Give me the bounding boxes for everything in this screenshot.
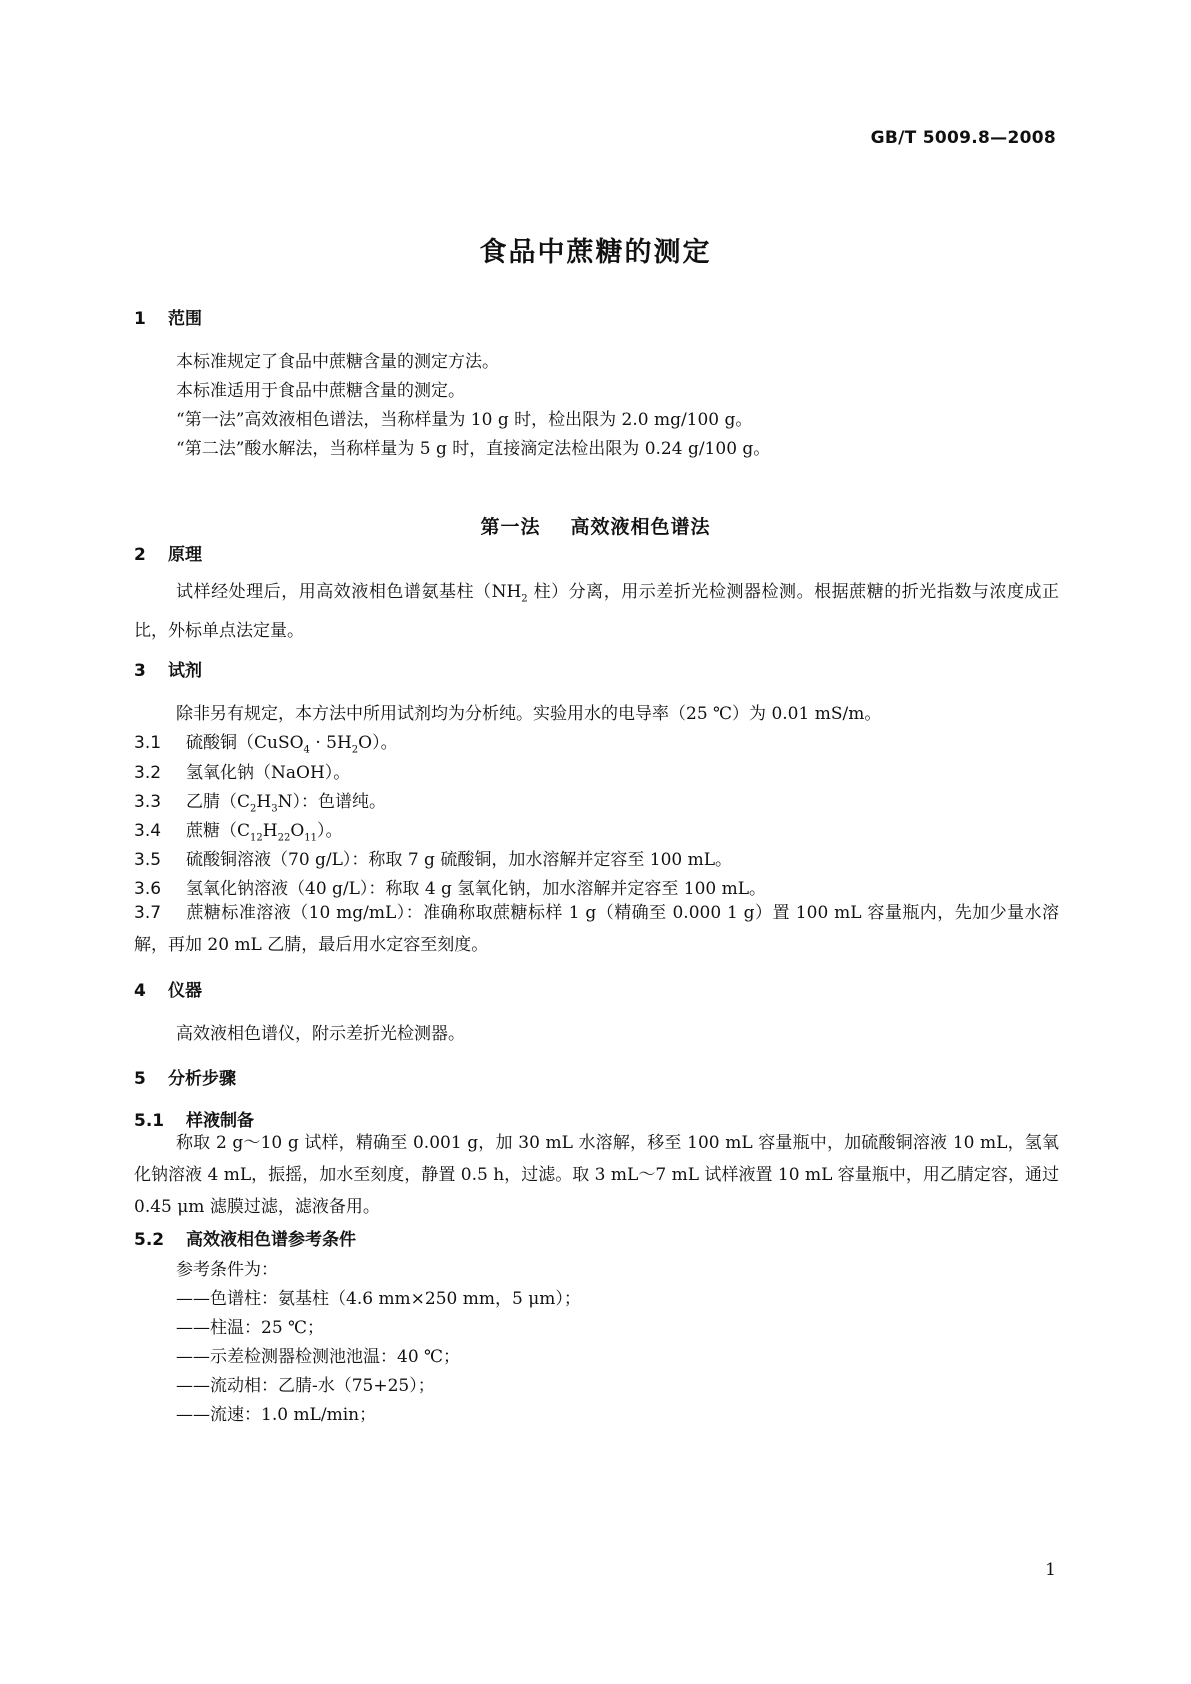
section-5-1-heading: 5.1 样液制备 [134, 1111, 254, 1131]
condition-item: ——色谱柱：氨基柱（4.6 mm×250 mm，5 μm）； [176, 1289, 581, 1309]
section-1-heading: 1 范围 [134, 309, 202, 329]
section-4-heading: 4 仪器 [134, 981, 202, 1001]
section-5-2-heading: 5.2 高效液相色谱参考条件 [134, 1230, 356, 1250]
principle-paragraph: 试样经处理后，用高效液相色谱氨基柱（$NH_2$ 柱）分离，用示差折光检测器检测。根据蔗糖的折光指数与浓度成正比，外标单点法定量。 [134, 582, 1060, 642]
conditions-intro: 参考条件为： [176, 1260, 278, 1280]
reagents-intro: 除非另有规定，本方法中所用试剂均为分析纯。实验用水的电导率（25 ℃）为 0.01 mS/m。 [176, 704, 882, 724]
reagent-item: 3.1 硫酸铜（CuSO$_4$ · $5H_2O$）。 [134, 733, 398, 756]
reagent-item: 3.6 氢氧化钠溶液（40 g/L）：称取 4 g 氢氧化钠，加水溶解并定容至 100 mL。 [134, 879, 767, 899]
reagent-item: 3.7 蔗糖标准溶液（10 mg/mL）：准确称取蔗糖标样 1 g（精确至 0.000 1 g）置 100 mL 容量瓶内，先加少量水溶解，再加 20 mL 乙腈，最后用水定容至刻度。 [134, 903, 1059, 955]
condition-item: ——示差检测器检测池池温：40 ℃； [176, 1347, 461, 1367]
section-2-heading: 2 原理 [134, 545, 202, 565]
reagent-item: 3.5 硫酸铜溶液（70 g/L）：称取 7 g 硫酸铜，加水溶解并定容至 100 mL。 [134, 850, 733, 870]
scope-paragraph: 本标准适用于食品中蔗糖含量的测定。 [176, 381, 465, 401]
document-title: 食品中蔗糖的测定 [479, 237, 712, 268]
condition-item: ——流速：1.0 mL/min； [176, 1405, 377, 1425]
standard-number: GB/T 5009.8—2008 [870, 128, 1056, 148]
scope-paragraph: “第一法”高效液相色谱法，当称样量为 10 g 时，检出限为 2.0 mg/100 g。 [176, 410, 753, 430]
reagent-item: 3.3 乙腈$(C_2H_3N)$：色谱纯。 [134, 792, 386, 815]
condition-item: ——柱温：25 ℃； [176, 1318, 325, 1338]
section-5-heading: 5 分析步骤 [134, 1069, 236, 1089]
reagent-item: 3.4 蔗糖$(C_{12}H_{22}O_{11})$。 [134, 821, 343, 844]
sample-prep-paragraph: 称取 2 g～10 g 试样，精确至 0.001 g，加 30 mL 水溶解，移至 100 mL 容量瓶中，加硫酸铜溶液 10 mL，氢氧化钠溶液 4 mL，振摇，加水至刻度，静置 0.5 h，过滤。取 3 mL～7 mL 试样液置 10 mL 容量瓶中，用乙腈定容，通过 0.45 μm 滤膜过滤，滤液备用。 [134, 1133, 1059, 1217]
apparatus-paragraph: 高效液相色谱仪，附示差折光检测器。 [176, 1024, 465, 1044]
section-3-heading: 3 试剂 [134, 661, 202, 681]
reagent-item: 3.2 氢氧化钠（NaOH）。 [134, 763, 351, 783]
scope-paragraph: 本标准规定了食品中蔗糖含量的测定方法。 [176, 352, 499, 372]
method-1-title: 第一法 高效液相色谱法 [480, 516, 711, 538]
page-number: 1 [1045, 1560, 1056, 1580]
condition-item: ——流动相：乙腈-水（75+25）； [176, 1376, 435, 1396]
scope-paragraph: “第二法”酸水解法，当称样量为 5 g 时，直接滴定法检出限为 0.24 g/100 g。 [176, 439, 771, 459]
